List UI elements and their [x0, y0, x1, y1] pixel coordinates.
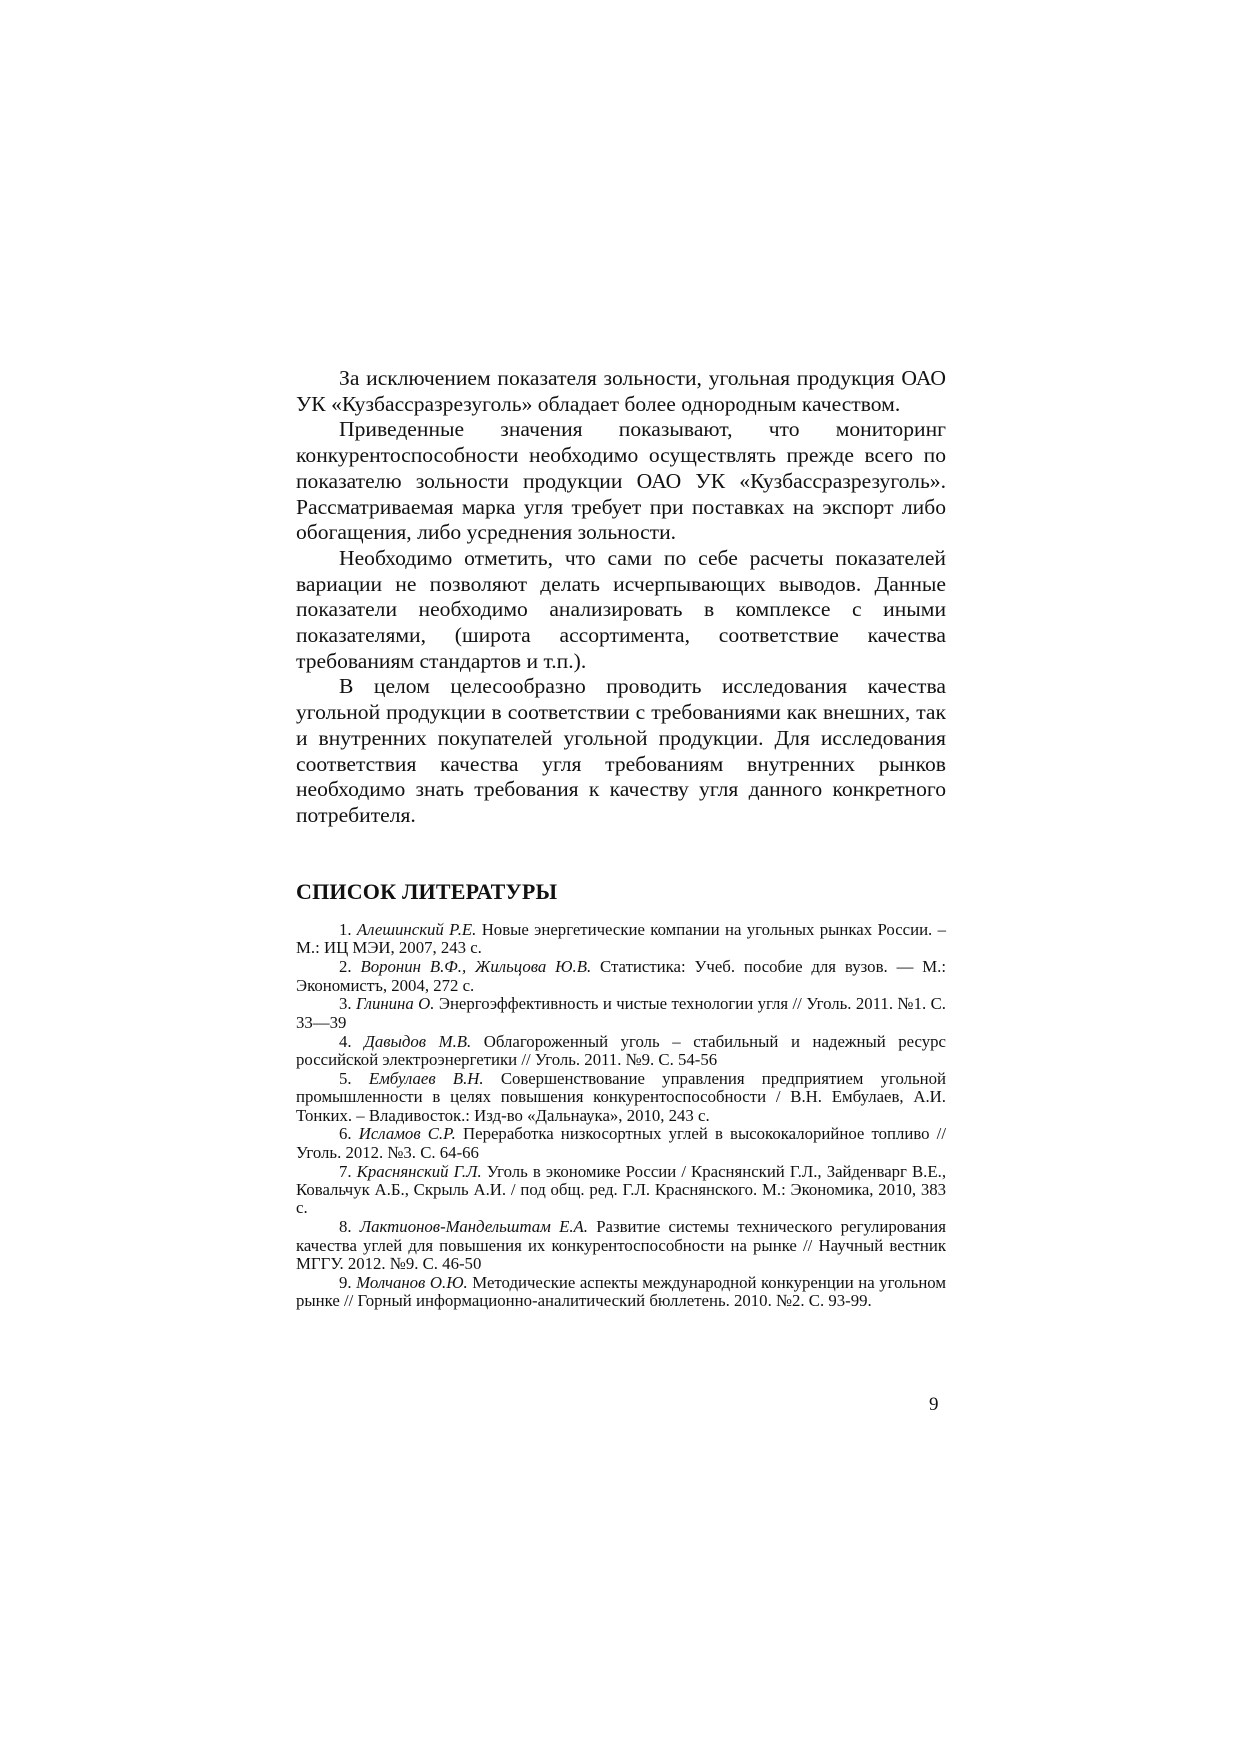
reference-number: 2.: [339, 957, 352, 977]
body-text: [296, 366, 946, 829]
reference-item: [296, 1125, 946, 1162]
reference-number: 1.: [339, 920, 352, 939]
reference-item: [296, 921, 946, 958]
paragraph: Приведенные значения показывают, что мониторинг конкурентоспособности необходимо осуществлять прежде всего по показателю зольности продукции ОАО УК «Кузбассразрезуголь». Рассматриваемая марка угля требует при поставках на экспорт либо обогащения, либо усреднения зольности.: [296, 417, 946, 545]
reference-author: Глинина О.: [355, 994, 435, 1014]
reference-number: 7.: [339, 1161, 352, 1181]
reference-author: Ембулаев В.Н.: [368, 1068, 484, 1088]
reference-item: [296, 1033, 946, 1070]
paragraph: В целом целесообразно проводить исследования качества угольной продукции в соответствии с требованиями как внешних, так и внутренних покупателей угольной продукции. Для исследования соответствия качества угля требованиям внутренних рынков необходимо знать требования к качеству угля данного конкретного потребителя.: [296, 674, 946, 827]
reference-text: Статистика: Учеб. пособие для вузов. — М.: Экономистъ, 2004, 272 с.: [296, 957, 947, 995]
reference-text: Энергоэффективность и чистые технологии угля // Уголь. 2011. №1. С. 33—39: [296, 994, 946, 1032]
reference-item: [296, 958, 946, 995]
reference-item: [296, 1163, 946, 1218]
paragraph: Необходимо отметить, что сами по себе расчеты показателей вариации не позволяют делать исчерпывающих выводов. Данные показатели необходимо анализировать в комплексе с иными показателями, (широта ассортимента, соответствие качества требованиям стандартов и т.п.).: [296, 545, 946, 673]
reference-number: 4.: [339, 1031, 352, 1051]
reference-text: Развитие системы технического регулирования качества углей для повышения их конкурентоспособности на рынке // Научный вестник МГГУ. 2012. №9. С. 46-50: [296, 1217, 946, 1274]
reference-author: Давыдов М.В.: [364, 1031, 472, 1051]
reference-text: Методические аспекты международной конкуренции на угольном рынке // Горный информационно-аналитический бюллетень. 2010. №2. С. 93-99.: [296, 1272, 946, 1311]
reference-author: Краснянский Г.Л.: [356, 1161, 482, 1181]
reference-item: [296, 1218, 946, 1273]
reference-item: [296, 1274, 946, 1311]
reference-author: Лактионов-Мандельштам Е.А.: [359, 1217, 588, 1237]
reference-number: 9.: [339, 1272, 352, 1292]
reference-text: Уголь в экономике России / Краснянский Г.Л., Зайденварг В.Е., Ковальчук А.Б., Скрыль А.И. / под общ. ред. Г.Л. Краснянского. М.: Экономика, 2010, 383 с.: [296, 1161, 947, 1218]
reference-author: Молчанов О.Ю.: [356, 1272, 468, 1292]
references-heading: СПИСОК ЛИТЕРАТУРЫ: [296, 879, 558, 904]
reference-author: Исламов С.Р.: [358, 1124, 456, 1144]
reference-item: [296, 1070, 946, 1125]
reference-author: Воронин В.Ф., Жильцова Ю.В.: [360, 957, 592, 977]
paragraph: За исключением показателя зольности, угольная продукция ОАО УК «Кузбассразрезуголь» обладает более однородным качеством.: [296, 366, 946, 416]
reference-text: Переработка низкосортных углей в высококалорийное топливо // Уголь. 2012. №3. С. 64-66: [296, 1124, 947, 1162]
reference-number: 5.: [339, 1068, 352, 1088]
references-list: [296, 921, 946, 1311]
reference-number: 3.: [339, 994, 352, 1014]
reference-number: 6.: [339, 1124, 352, 1144]
reference-text: Новые энергетические компании на угольных рынках России. – М.: ИЦ МЭИ, 2007, 243 с.: [296, 920, 946, 958]
reference-text: Облагороженный уголь – стабильный и надежный ресурс российской электроэнергетики // Уголь. 2011. №9. С. 54-56: [296, 1031, 947, 1070]
reference-item: [296, 995, 946, 1032]
reference-author: Алешинский Р.Е.: [356, 920, 477, 939]
reference-number: 8.: [339, 1217, 352, 1237]
page-number: 9: [929, 1394, 939, 1415]
reference-text: Совершенствование управления предприятием угольной промышленности в целях повышения конкурентоспособности / В.Н. Ембулаев, А.И. Тонких. – Владивосток.: Изд-во «Дальнаука», 2010, 243 с.: [296, 1068, 947, 1125]
